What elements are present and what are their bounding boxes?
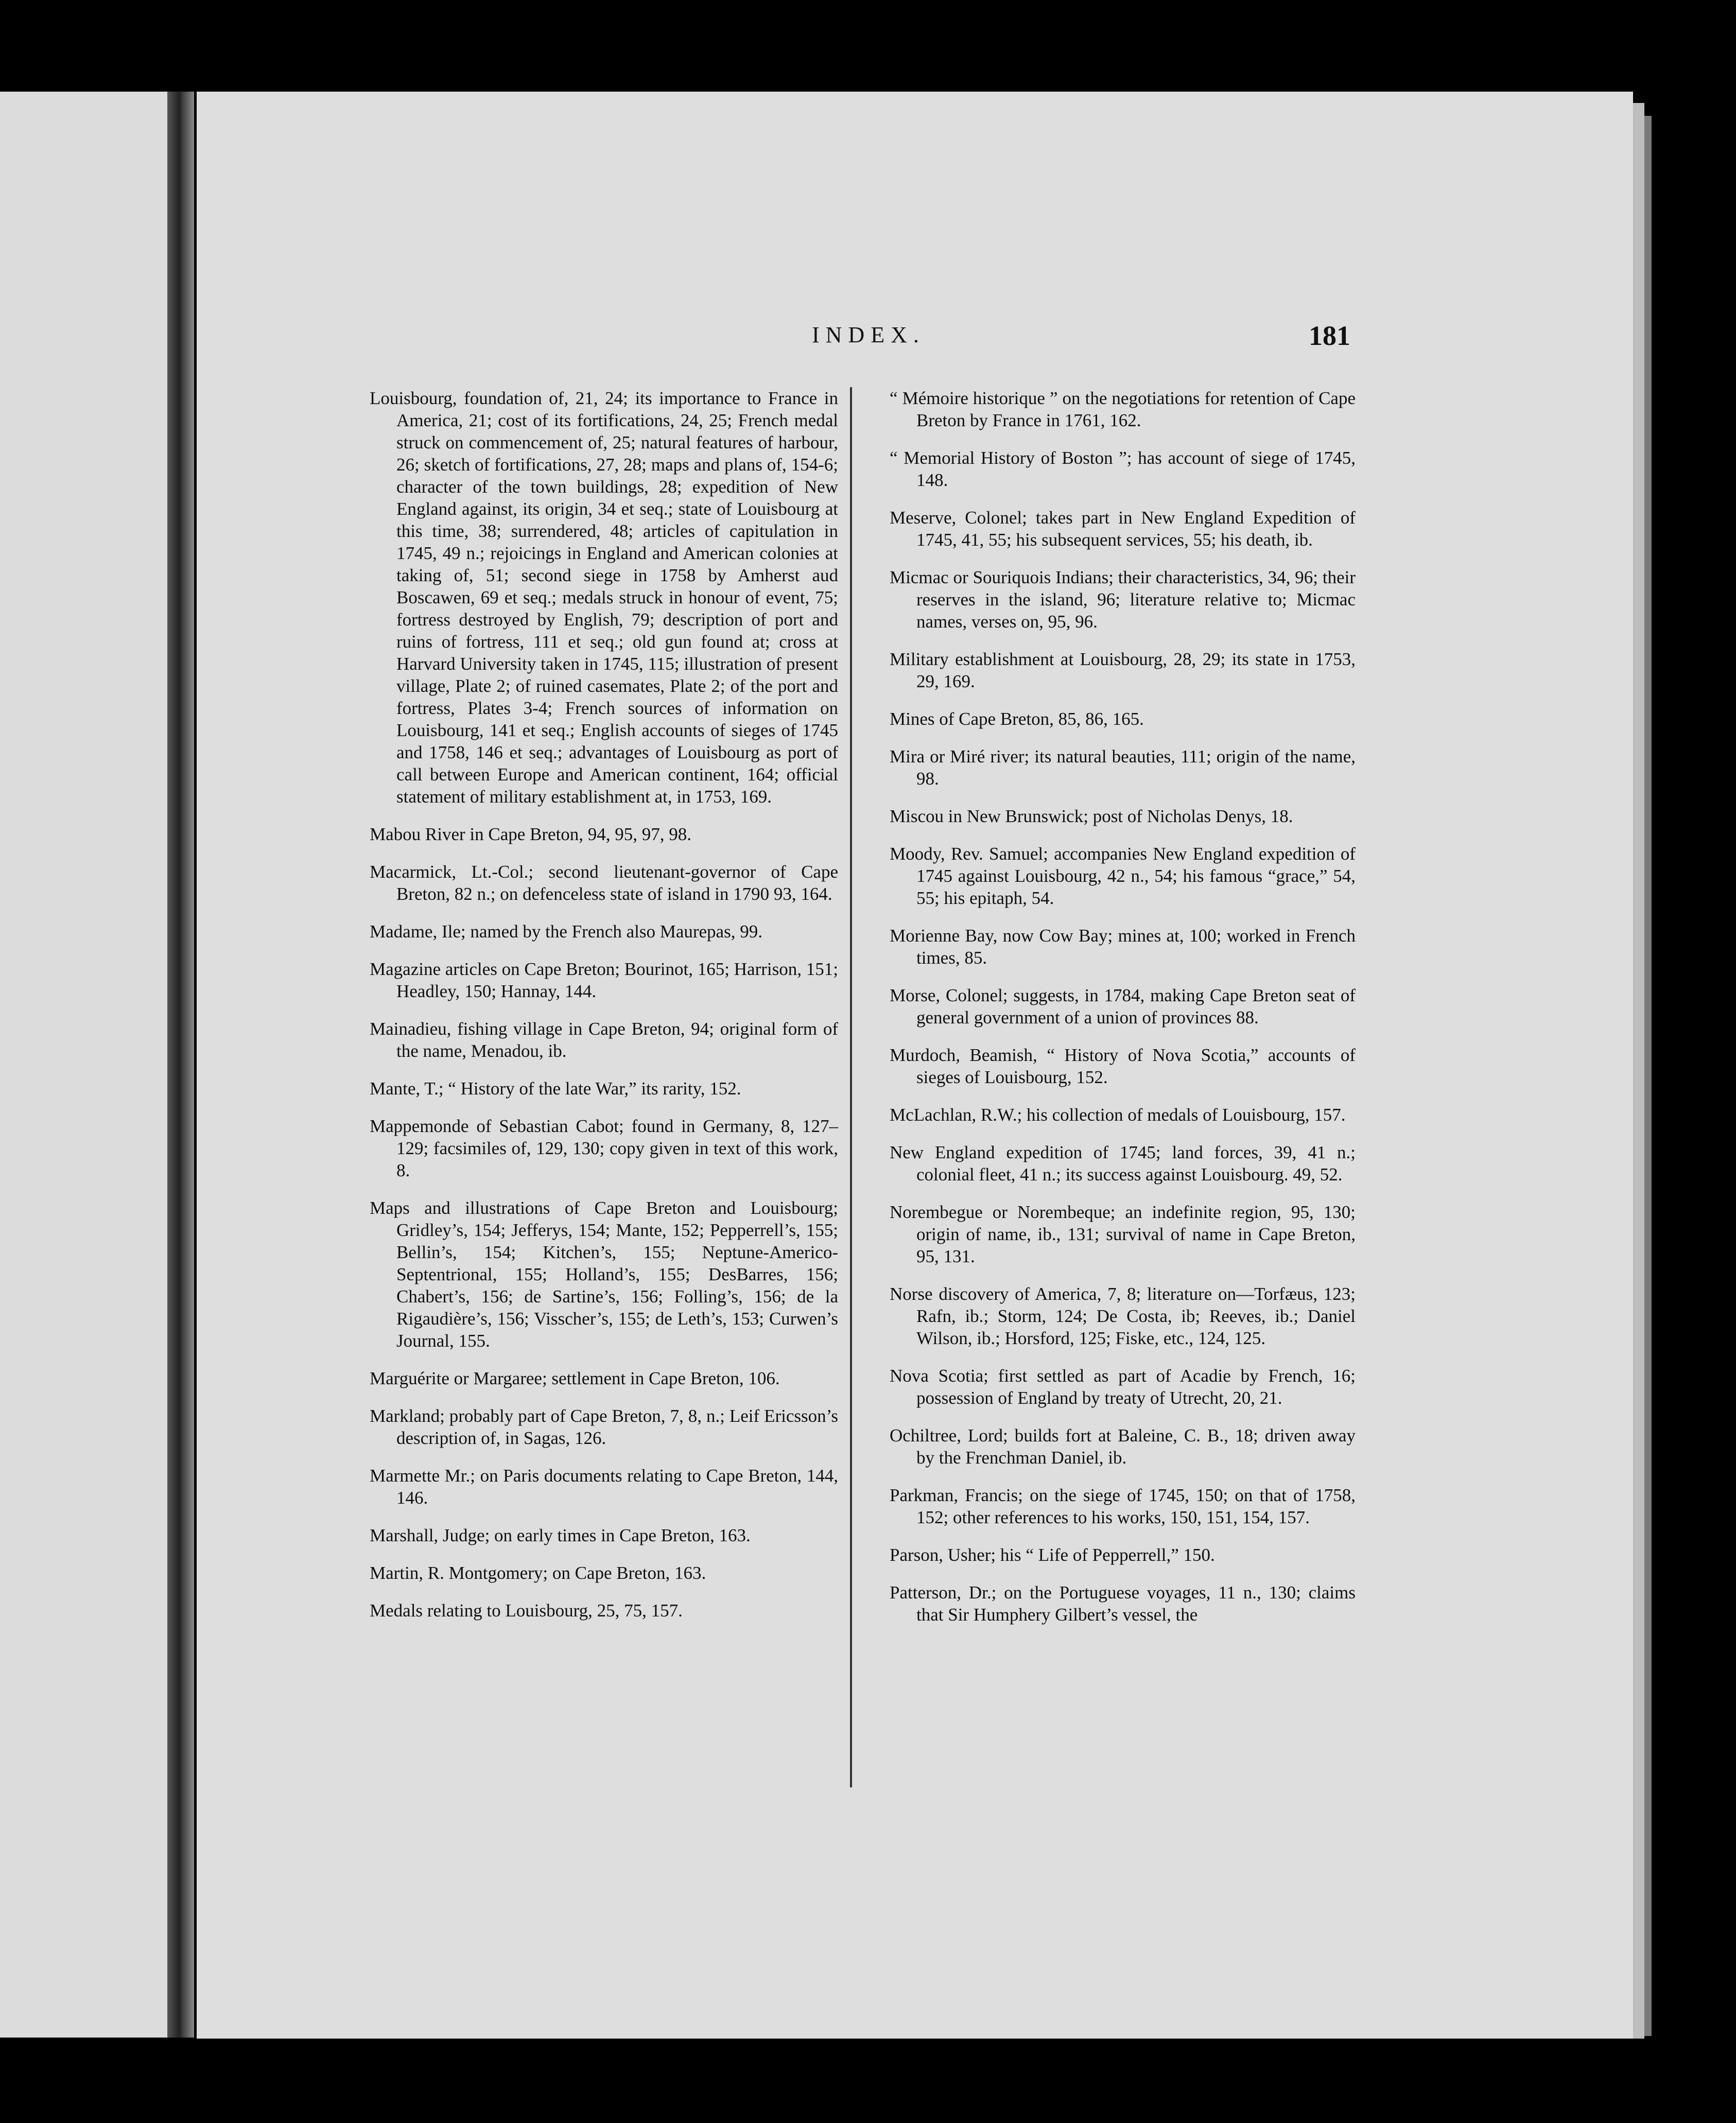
index-column-left (370, 387, 838, 1637)
index-entry: Madame, Ile; named by the French also Maurepas, 99. (370, 921, 762, 942)
index-entry: Morienne Bay, now Cow Bay; mines at, 100; worked in French times, 85. (890, 926, 1356, 968)
book-spine (167, 92, 194, 2038)
index-entry: Nova Scotia; first settled as part of Acadie by French, 16; possession of England by treaty of Utrecht, 20, 21. (890, 1366, 1356, 1408)
index-entry: Mainadieu, fishing village in Cape Breton, 94; original form of the name, Menadou, ib. (370, 1019, 838, 1061)
index-entry: Mappemonde of Sebastian Cabot; found in Germany, 8, 127–129; facsimiles of, 129, 130; copy given in text of this work, 8. (370, 1116, 838, 1180)
facing-page-edge (0, 92, 167, 2038)
index-entry: Parson, Usher; his “ Life of Pepperrell,” 150. (890, 1545, 1215, 1565)
index-entry: Maps and illustrations of Cape Breton and Louisbourg; Gridley’s, 154; Jefferys, 154; Mante, 152; Pepperrell’s, 155; Bellin’s, 154; Kitchen’s, 155; Neptune-Americo-Septentrional, 155; Holland’s, 155; DesBarres, 156; Chabert’s, 156; de Sartine’s, 156; Folling’s, 156; de la Rigaudière’s, 156; Visscher’s, 155; de Leth’s, 153; Curwen’s Journal, 155. (370, 1198, 838, 1351)
index-entry: Markland; probably part of Cape Breton, 7, 8, n.; Leif Ericsson’s description of, in Sagas, 126. (370, 1406, 838, 1448)
index-column-right (890, 387, 1356, 1641)
index-entry: Moody, Rev. Samuel; accompanies New England expedition of 1745 against Louisbourg, 42 n., 54; his famous “grace,” 54, 55; his epitaph, 54. (890, 844, 1356, 908)
index-entry: Magazine articles on Cape Breton; Bourinot, 165; Harrison, 151; Headley, 150; Hannay, 144. (370, 959, 838, 1001)
page-stack-shadow (1644, 116, 1652, 2036)
index-entry: McLachlan, R.W.; his collection of medals of Louisbourg, 157. (890, 1105, 1346, 1125)
index-entry: Mabou River in Cape Breton, 94, 95, 97, 98. (370, 824, 692, 844)
index-entry: Murdoch, Beamish, “ History of Nova Scotia,” accounts of sieges of Louisbourg, 152. (890, 1045, 1356, 1087)
index-entry: Mante, T.; “ History of the late War,” its rarity, 152. (370, 1078, 741, 1099)
index-entry: New England expedition of 1745; land forces, 39, 41 n.; colonial fleet, 41 n.; its success against Louisbourg. 49, 52. (890, 1142, 1356, 1185)
page-stack-edge (1633, 103, 1644, 2039)
index-entry: Martin, R. Montgomery; on Cape Breton, 163. (370, 1563, 706, 1583)
column-divider (850, 387, 852, 1787)
index-entry: Marshall, Judge; on early times in Cape Breton, 163. (370, 1525, 751, 1545)
index-entry: Medals relating to Louisbourg, 25, 75, 157. (370, 1600, 683, 1621)
index-entry: Miscou in New Brunswick; post of Nicholas Denys, 18. (890, 806, 1293, 826)
running-head (197, 322, 1633, 353)
index-entry: Mira or Miré river; its natural beauties, 111; origin of the name, 98. (890, 746, 1356, 789)
index-entry: “ Memorial History of Boston ”; has account of siege of 1745, 148. (890, 448, 1356, 490)
index-entry: Meserve, Colonel; takes part in New England Expedition of 1745, 41, 55; his subsequent services, 55; his death, ib. (890, 508, 1356, 550)
index-entry: Norse discovery of America, 7, 8; literature on—Torfæus, 123; Rafn, ib.; Storm, 124; De Costa, ib; Reeves, ib.; Daniel Wilson, ib.; Horsford, 125; Fiske, etc., 124, 125. (890, 1284, 1356, 1348)
index-entry: Louisbourg, foundation of, 21, 24; its importance to France in America, 21; cost of its fortifications, 24, 25; French medal struck on commencement of, 25; natural features of harbour, 26; sketch of fortifications, 27, 28; maps and plans of, 154-6; character of the town buildings, 28; expedition of New England against, its origin, 34 et seq.; state of Louisbourg at this time, 38; surrendered, 48; articles of capitulation in 1745, 49 n.; rejoicings in England and American colonies at taking of, 51; second siege in 1758 by Amherst aud Boscawen, 69 et seq.; medals struck in honour of event, 75; fortress destroyed by English, 79; description of port and ruins of fortress, 111 et seq.; old gun found at; cross at Harvard University taken in 1745, 115; illustration of present village, Plate 2; of ruined casemates, Plate 2; of the port and fortress, Plates 3-4; French sources of information on Louisbourg, 141 et seq.; English accounts of sieges of 1745 and 1758, 146 et seq.; advantages of Louisbourg as port of call between Europe and American continent, 164; official statement of military establishment at, in 1753, 169. (370, 388, 838, 807)
index-entry: Parkman, Francis; on the siege of 1745, 150; on that of 1758, 152; other references to his works, 150, 151, 154, 157. (890, 1485, 1356, 1527)
index-entry: Mines of Cape Breton, 85, 86, 165. (890, 709, 1144, 729)
index-entry: “ Mémoire historique ” on the negotiations for retention of Cape Breton by France in 1761, 162. (890, 388, 1356, 430)
index-entry: Military establishment at Louisbourg, 28, 29; its state in 1753, 29, 169. (890, 649, 1356, 691)
index-entry: Norembegue or Norembeque; an indefinite region, 95, 130; origin of name, ib., 131; survival of name in Cape Breton, 95, 131. (890, 1202, 1356, 1266)
page-title: INDEX. (812, 322, 925, 347)
index-entry: Morse, Colonel; suggests, in 1784, making Cape Breton seat of general government of a union of provinces 88. (890, 985, 1356, 1028)
index-entry: Macarmick, Lt.-Col.; second lieutenant-governor of Cape Breton, 82 n.; on defenceless state of island in 1790 93, 164. (370, 862, 838, 904)
index-entry: Marmette Mr.; on Paris documents relating to Cape Breton, 144, 146. (370, 1466, 838, 1508)
index-entry: Ochiltree, Lord; builds fort at Baleine, C. B., 18; driven away by the Frenchman Daniel, ib. (890, 1425, 1356, 1468)
index-entry: Patterson, Dr.; on the Portuguese voyages, 11 n., 130; claims that Sir Humphery Gilbert’s vessel, the (890, 1582, 1356, 1625)
index-entry: Marguérite or Margaree; settlement in Cape Breton, 106. (370, 1368, 780, 1388)
page-number: 181 (1309, 320, 1350, 351)
index-entry: Micmac or Souriquois Indians; their characteristics, 34, 96; their reserves in the island, 96; literature relative to; Micmac names, verses on, 95, 96. (890, 567, 1356, 632)
